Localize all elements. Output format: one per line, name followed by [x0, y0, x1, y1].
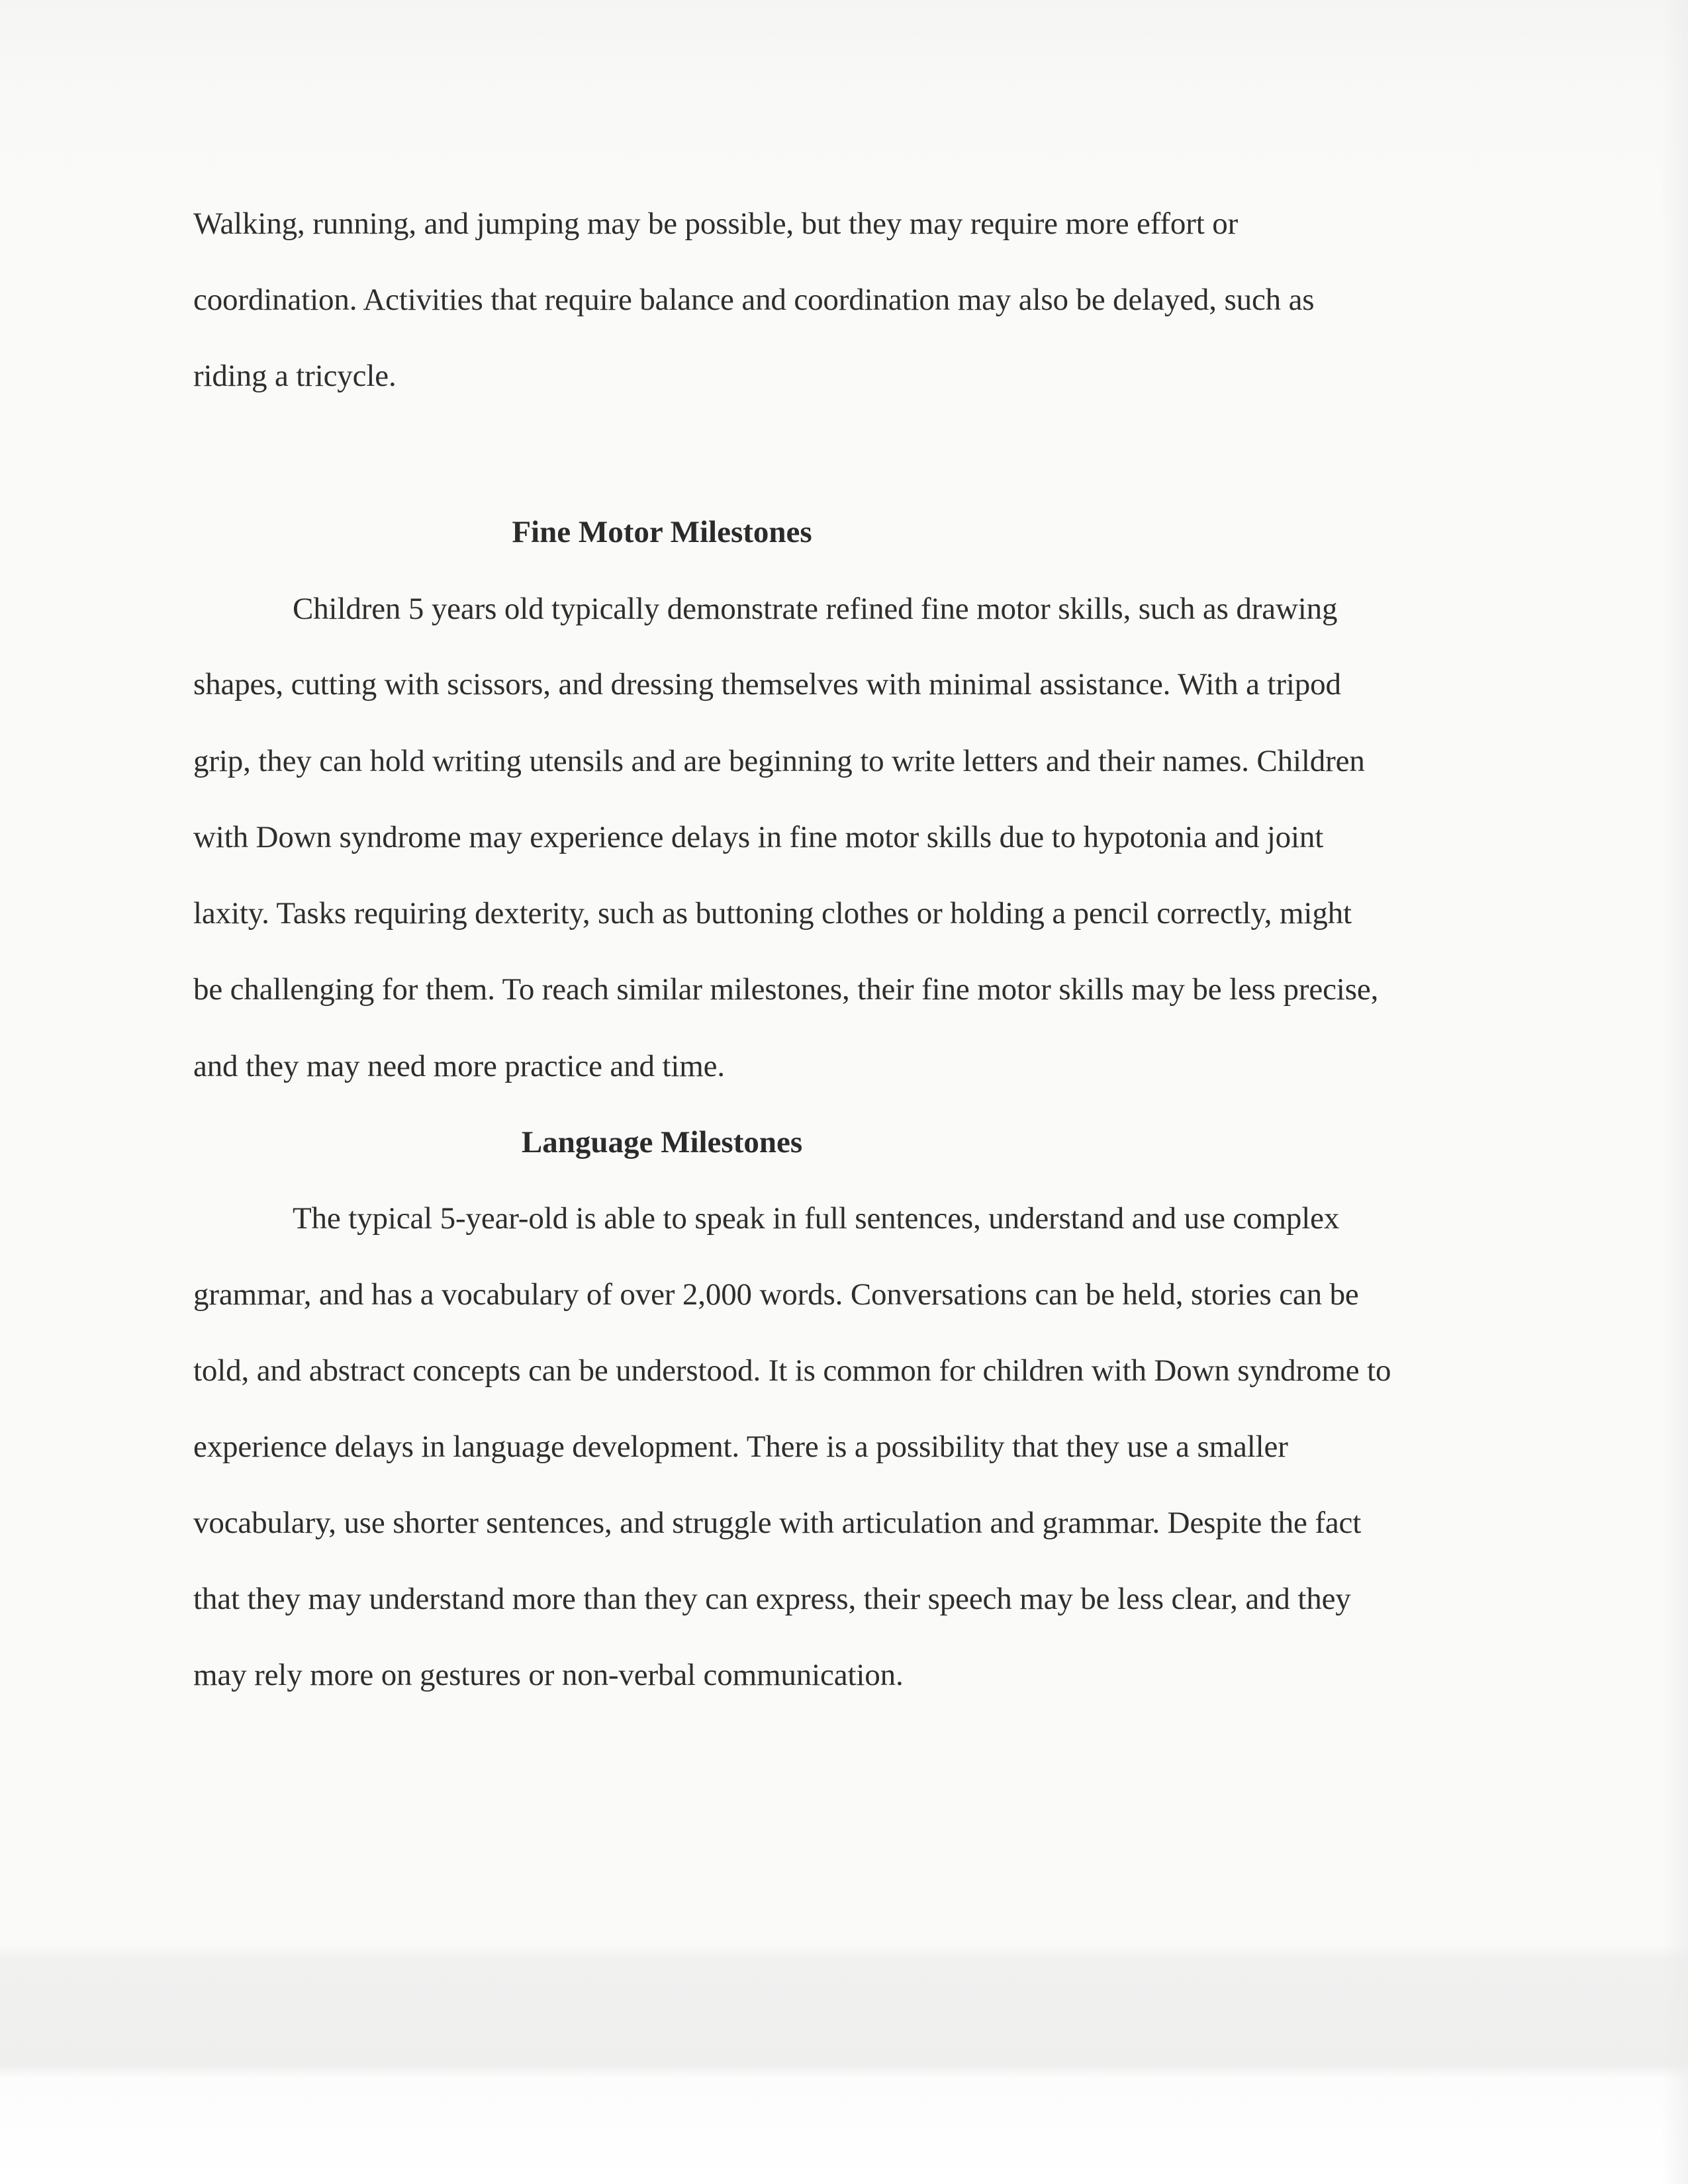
section-heading-language: Language Milestones	[521, 1125, 803, 1160]
paragraph-line: experience delays in language development. There is a possibility that they use a smaller	[193, 1430, 1288, 1464]
paragraph-line: grip, they can hold writing utensils and are beginning to write letters and their names. Children	[193, 744, 1365, 778]
paragraph-line: with Down syndrome may experience delays in fine motor skills due to hypotonia and joint	[193, 820, 1324, 854]
paragraph-line: that they may understand more than they can express, their speech may be less clear, and they	[193, 1582, 1351, 1616]
paragraph-line: and they may need more practice and time.	[193, 1049, 725, 1083]
paragraph-line: be challenging for them. To reach similar milestones, their fine motor skills may be less precise,	[193, 972, 1379, 1007]
paragraph-line: grammar, and has a vocabulary of over 2,000 words. Conversations can be held, stories can be	[193, 1277, 1359, 1312]
intro-line: coordination. Activities that require balance and coordination may also be delayed, such as	[193, 283, 1315, 317]
paragraph-line: The typical 5-year-old is able to speak in full sentences, understand and use complex	[293, 1201, 1340, 1236]
paragraph-line: told, and abstract concepts can be understood. It is common for children with Down syndrome to	[193, 1353, 1391, 1388]
paragraph-line: may rely more on gestures or non-verbal communication.	[193, 1658, 904, 1692]
intro-line: riding a tricycle.	[193, 359, 397, 393]
section-heading-fine-motor: Fine Motor Milestones	[512, 515, 812, 549]
paragraph-line: shapes, cutting with scissors, and dressing themselves with minimal assistance. With a tripod	[193, 667, 1341, 702]
paragraph-line: Children 5 years old typically demonstrate refined fine motor skills, such as drawing	[293, 592, 1338, 626]
paragraph-line: vocabulary, use shorter sentences, and struggle with articulation and grammar. Despite the fact	[193, 1506, 1362, 1540]
paragraph-line: laxity. Tasks requiring dexterity, such as buttoning clothes or holding a pencil correctly, might	[193, 896, 1352, 931]
intro-line: Walking, running, and jumping may be possible, but they may require more effort or	[193, 206, 1239, 241]
